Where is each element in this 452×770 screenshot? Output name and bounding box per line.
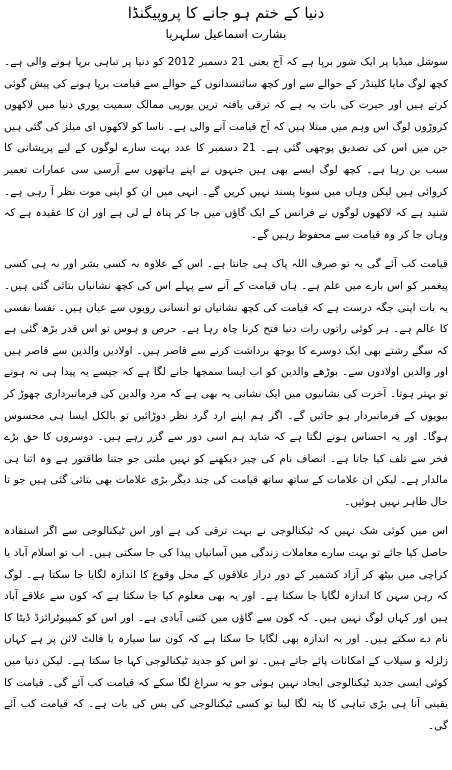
- article-paragraph-3: اس میں کوئی شک نہیں کہ ٹیکنالوجی نے بہت ترقی کی ہے اور اس ٹیکنالوجی سے اگر استفادہ حاصل کیا جائے تو بہت سارے معاملات زندگی میں آسانیاں پیدا کی جا سکتی ہیں۔ اب تو اسلام آباد یا کراچی میں بیٹھ کر آزاد کشمیر کے دور دراز علاقوں کے محل وقوع کا اندازہ لگایا جا سکتا ہے۔ لوگ کہ رہن سہن کا اندازہ لگایا جا سکتا ہے۔ اور یہ بھی معلوم کیا جا سکتا ہے کہ کون سے علاقے آباد ہیں اور کہاں لوگ نہیں ہیں۔ کہ کون سے گاؤں میں کتنی آبادی ہے۔ اور اس کو کمپیوٹرائزڈ ڈیٹا کا نام دے سکتے ہیں۔ اور یہ اندازہ بھی لگایا جا سکتا ہے کہ کون سا سیارہ یا فالٹ لائن پر ہے کہاں زلزلہ و سیلاب کے امکانات پائے جاتے ہیں۔ تو اس کو جدید ٹیکنالوجی کہا جا سکتا ہے۔ لیکن دنیا میں کوئی ایسی جدید ٹیکنالوجی ایجاد نہیں ہوئی جو یہ سراغ لگا سکے کہ قیامت کب آئے گی۔ قیامت کا یقینی آنا ہی بڑی تباہی کا پتہ لگا لینا تو کسی ٹیکنالوجی کی بس کی بات ہے۔ کہ قیامت کب آئے گی۔: [4, 525, 448, 732]
- article-paragraph-2: قیامت کب آئے گی یہ تو صرف اللہ پاک ہی جانتا ہے۔ اس کے علاوہ نہ کسی بشر اور نہ ہی کسی پیغمبر کو اس بارے میں علم ہے۔ ہاں قیامت کے آنے سے پہلے اس کی کچھ نشانیاں بتائی گئی ہیں۔ یہ بات اپنی جگہ درست ہے کہ قیامت کی کچھ نشانیاں تو انسانی رویوں سے عیاں ہیں۔ نفسا نفسی کا عالم ہے۔ ہر کوئی راتوں رات دنیا فتح کرنا چاہ رہا ہے۔ حرص و ہوس تو اس قدر بڑھ گئی ہے کہ سگے رشتے بھی ایک دوسرے کا بوجھ برداشت کرنے سے قاصر ہیں۔ اولادیں والدین سے قاصر ہیں اور والدین اولادوں سے۔ بوڑھے والدین کو اب ایسا سمجھا جانے لگا ہے کہ جیسے یہ پیدا ہی نہ ہوتے تو بہتر ہوتا۔ آخرت کی نشانیوں میں ایک نشانی یہ بھی ہے کہ مرد والدین کی فرمانبرداری چھوڑ کر بیویوں کے فرمانبردار ہو جائیں گے۔ اگر ہم اپنے ارد گرد نظر دوڑائیں تو بالکل ایسا ہی محسوس ہوگا۔ اور یہ احساس ہونے لگتا ہے کہ شاید ہم اسی دور سے گزر رہے ہیں۔ دوسروں کا حق بڑے فخر سے تلف کیا جاتا ہے۔ انصاف نام کی چیز دیکھنے کو نہیں ملتی جو جتنا طاقتور ہے وہ اتنا ہی مالدار ہے۔ لیکن ان علامات کے ساتھ ساتھ قیامت کی چند دیگر بڑی علامات بھی بتائی گئی ہیں جو تا حال ظاہر نہیں ہوئیں۔: [4, 258, 448, 508]
- article-paragraph-1: سوشل میڈیا پر ایک شور برپا ہے کہ آج یعنی 21 دسمبر 2012 کو دنیا پر تباہی برپا ہونے والی ہے۔ کچھ لوگ مایا کلینڈر کے حوالے سے اور کچھ سائنسدانوں کے حوالے سے قیامت برپا ہونے کی پیش گوئی کرتے ہیں اور حیرت کی بات یہ ہے کہ ترقی یافتہ ترین یورپی ممالک سمیت پوری دنیا میں لاکھوں کروڑوں لوگ اس وہم میں مبتلا ہیں کہ آج قیامت آنے والی ہے۔ ناسا کو لاکھوں ای میلز کی گئی ہیں جن میں اس کی تصدیق پوچھی گئی ہے۔ 21 دسمبر کا عدد بہت سارے لوگوں کے لیے پریشانی کا سبب بن رہا ہے۔ کچھ لوگ ایسے بھی ہیں جنہوں نے اپنے ہاتھوں سے آرسی سی عمارات تعمیر کروائی ہیں لیکن وہاں میں سونا پسند نہیں کریں گے۔ انہی میں ان کو اپنی موت نظر آ رہی ہے۔ شنید ہے کہ لاکھوں لوگوں نے فرانس کے ایک گاؤں میں جا کر پناہ لے لی ہے اور ان کا عقیدہ ہے کہ وہاں جا کر وہ قیامت سے محفوظ رہیں گے۔: [4, 56, 449, 241]
- article-byline: بشارت اسماعیل سلہریا: [165, 27, 287, 41]
- article-title: دنیا کے ختم ہو جانے کا پروپیگنڈا: [127, 4, 325, 22]
